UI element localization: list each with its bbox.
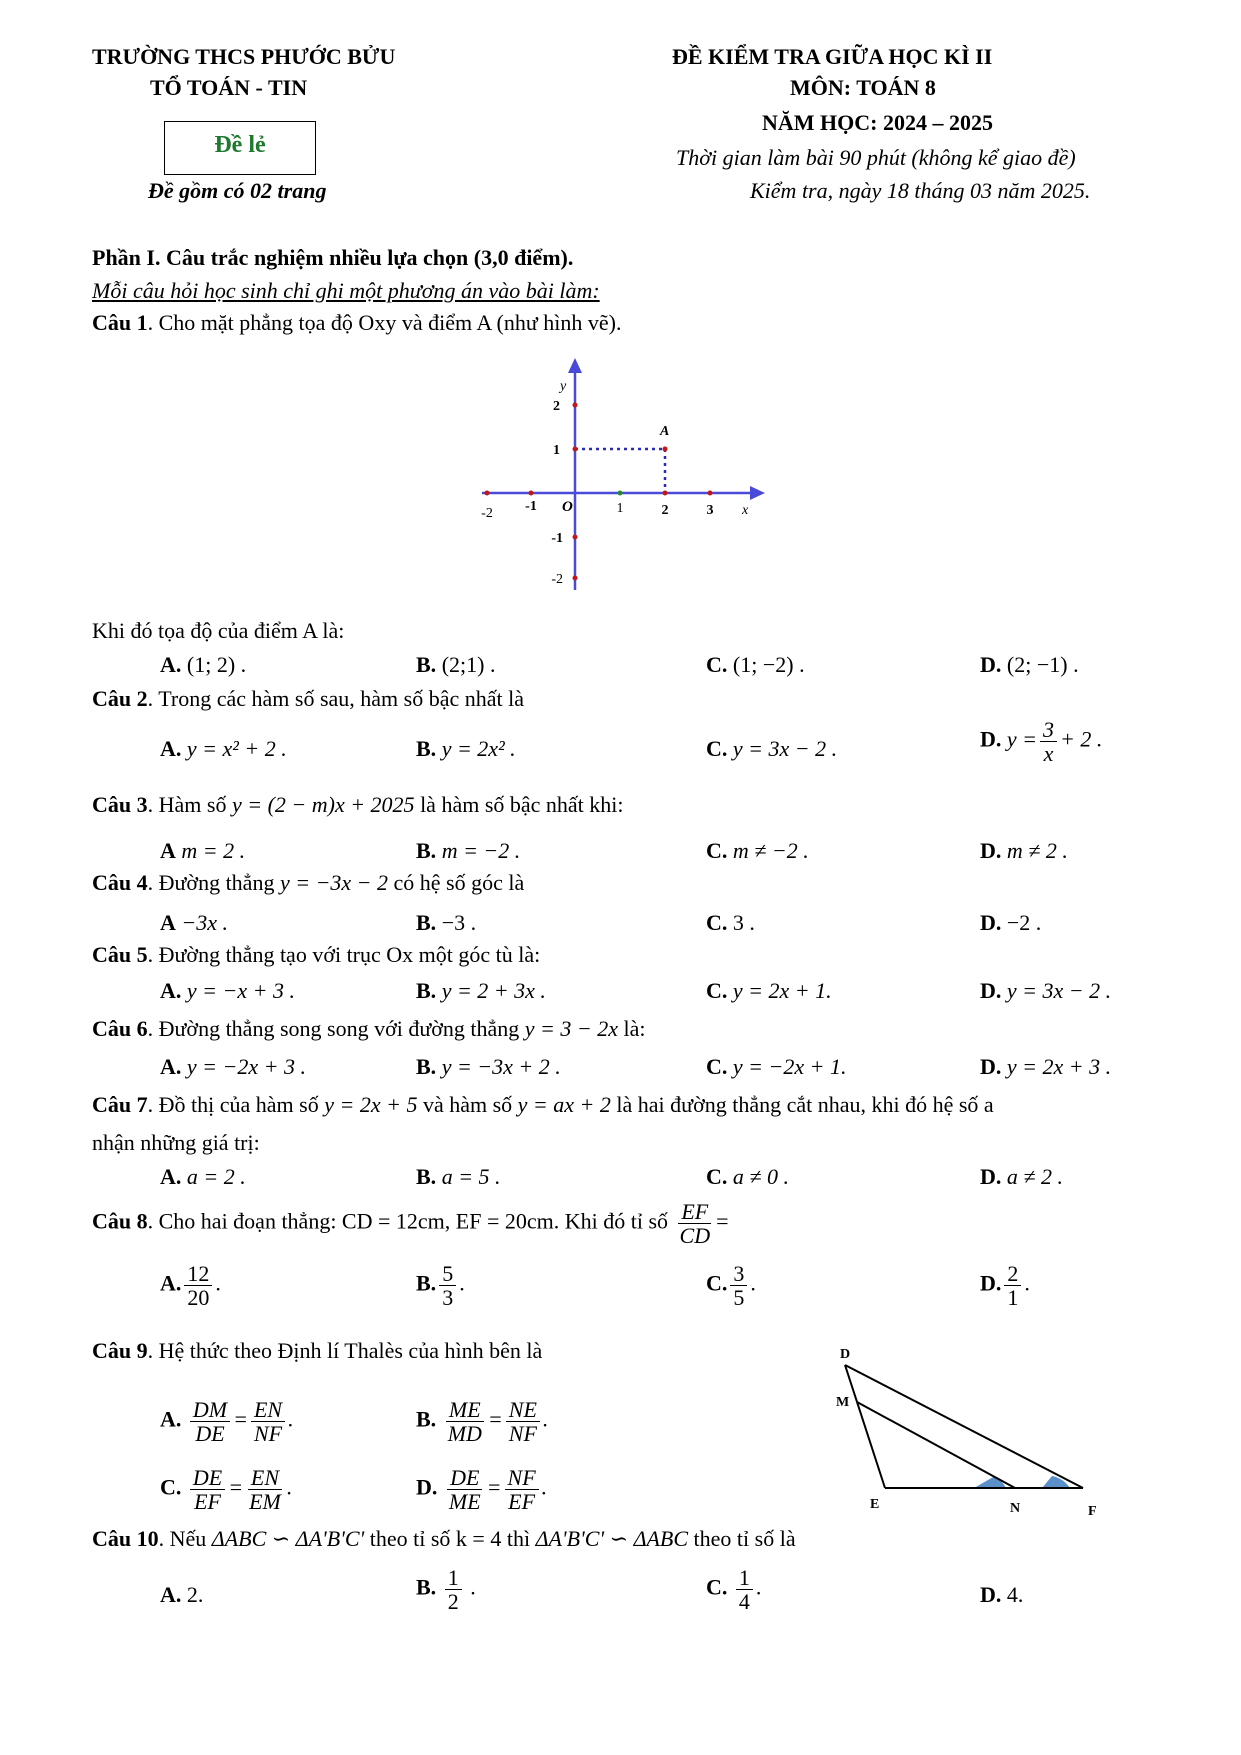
question-3: Câu 3. Hàm số y = (2 − m)x + 2025 là hàm số bậc nhất khi: — [92, 792, 624, 817]
q8-option-c[interactable]: C. $\frac{3}{5}$ . — [706, 1261, 756, 1311]
part1-instruction: Mỗi câu hỏi học sinh chỉ ghi một phương án vào bài làm: — [92, 278, 600, 303]
question-4: Câu 4. Đường thẳng y = −3x − 2 có hệ số góc là — [92, 870, 525, 895]
question-1-followup: Khi đó tọa độ của điểm A là: — [92, 618, 345, 643]
y-tick-label: -2 — [551, 572, 563, 587]
q1-option-a[interactable]: A. (1; 2) . — [160, 652, 247, 677]
q4-option-d[interactable]: D. −2 . — [980, 910, 1042, 935]
q2-option-c[interactable]: C. y = 3x − 2 . — [706, 736, 838, 761]
question-7: Câu 7. Đồ thị của hàm số y = 2x + 5 và hàm số y = ax + 2 là hai đường thẳng cắt nhau, khi đó hệ số a — [92, 1092, 994, 1117]
q5-option-b[interactable]: B. y = 2 + 3x . — [416, 978, 546, 1003]
q6-option-c[interactable]: C. y = −2x + 1. — [706, 1054, 847, 1079]
q8-option-a[interactable]: A. $\frac{12}{20}$ . — [160, 1261, 221, 1311]
question-1-label: Câu 1 — [92, 310, 148, 335]
q3-option-c[interactable]: C. m ≠ −2 . — [706, 838, 809, 863]
group-name: TỔ TOÁN - TIN — [150, 75, 308, 100]
side-df — [845, 1365, 1083, 1488]
angle-mark-f — [1042, 1476, 1070, 1488]
q7-option-b[interactable]: B. a = 5 . — [416, 1164, 501, 1189]
question-10: Câu 10. Nếu ΔABC ∽ ΔA'B'C' theo tỉ số k = 4 thì ΔA'B'C' ∽ ΔABC theo tỉ số là — [92, 1526, 796, 1551]
tick-dot — [573, 535, 578, 540]
y-tick-label: 1 — [553, 443, 560, 458]
x-tick-label: -2 — [481, 506, 493, 521]
q9-option-b[interactable]: B. $\frac{ME}{MD}$ = $\frac{NE}{NF}$ . — [416, 1397, 549, 1447]
x-tick-label: -1 — [525, 499, 537, 514]
question-1-text: . Cho mặt phẳng tọa độ Oxy và điểm A (như hình vẽ). — [147, 310, 622, 335]
q10-option-c[interactable]: C. $\frac{1}{4}$ . — [706, 1565, 762, 1615]
q1-option-b[interactable]: B. (2;1) . — [416, 652, 496, 677]
vertex-f-label: F — [1088, 1504, 1097, 1519]
question-6: Câu 6. Đường thẳng song song với đường thẳng y = 3 − 2x là: — [92, 1016, 646, 1041]
variant-box — [164, 121, 316, 175]
exam-year: NĂM HỌC: 2024 – 2025 — [762, 110, 993, 135]
q2-option-d[interactable]: D. y = $\frac{3}{x}$ + 2 . — [980, 717, 1103, 767]
x-tick-label: 2 — [661, 503, 669, 518]
question-8: Câu 8. Cho hai đoạn thẳng: CD = 12cm, EF = 20cm. Khi đó tỉ số $\frac{EF}{CD}$ = — [92, 1199, 729, 1249]
q7-option-d[interactable]: D. a ≠ 2 . — [980, 1164, 1063, 1189]
q5-option-a[interactable]: A. y = −x + 3 . — [160, 978, 295, 1003]
q9-option-a[interactable]: A. $\frac{DM}{DE}$ = $\frac{EN}{NF}$ . — [160, 1397, 294, 1447]
q6-option-b[interactable]: B. y = −3x + 2 . — [416, 1054, 561, 1079]
y-tick-label: 2 — [553, 399, 560, 414]
q2-option-a[interactable]: A. y = x² + 2 . — [160, 736, 287, 761]
q7-option-c[interactable]: C. a ≠ 0 . — [706, 1164, 789, 1189]
q6-option-d[interactable]: D. y = 2x + 3 . — [980, 1054, 1112, 1079]
vertex-e-label: E — [870, 1497, 880, 1512]
q1-option-c[interactable]: C. (1; −2) . — [706, 652, 805, 677]
q5-option-d[interactable]: D. y = 3x − 2 . — [980, 978, 1112, 1003]
q4-option-b[interactable]: B. −3 . — [416, 910, 477, 935]
q7-option-a[interactable]: A. a = 2 . — [160, 1164, 246, 1189]
q9-option-d[interactable]: D. $\frac{DE}{ME}$ = $\frac{NF}{EF}$ . — [416, 1465, 548, 1515]
question-2: Câu 2. Trong các hàm số sau, hàm số bậc nhất là — [92, 686, 524, 711]
coordinate-figure — [460, 350, 780, 600]
exam-subject: MÔN: TOÁN 8 — [790, 75, 936, 100]
tick-dot — [573, 576, 578, 581]
tick-dot — [485, 491, 490, 496]
exam-date: Kiểm tra, ngày 18 tháng 03 năm 2025. — [750, 178, 1091, 203]
vertex-d-label: D — [840, 1347, 851, 1362]
question-1 — [92, 310, 621, 336]
tick-dot — [618, 491, 623, 496]
y-axis-label: y — [560, 379, 567, 394]
q5-option-c[interactable]: C. y = 2x + 1. — [706, 978, 832, 1003]
exam-title: ĐỀ KIỂM TRA GIỮA HỌC KÌ II — [672, 44, 993, 69]
point-a-label: A — [660, 424, 670, 439]
exam-duration: Thời gian làm bài 90 phút (không kể giao đề) — [676, 145, 1076, 170]
q3-option-a[interactable]: A m = 2 . — [160, 838, 246, 863]
tick-dot — [573, 403, 578, 408]
point-a-dot — [663, 447, 668, 452]
q10-option-d[interactable]: D. 4. — [980, 1582, 1024, 1607]
origin-label: O — [562, 499, 573, 515]
x-axis-label: x — [742, 503, 749, 518]
y-axis-arrow — [568, 358, 582, 373]
tick-dot — [573, 447, 578, 452]
q8-option-d[interactable]: D. $\frac{2}{1}$ . — [980, 1261, 1030, 1311]
q3-option-b[interactable]: B. m = −2 . — [416, 838, 521, 863]
x-tick-label: 1 — [616, 501, 624, 516]
x-tick-label: 3 — [706, 503, 714, 518]
q10-option-a[interactable]: A. 2. — [160, 1582, 204, 1607]
q10-option-b[interactable]: B. $\frac{1}{2}$ . — [416, 1565, 476, 1615]
angle-mark-n — [974, 1476, 1006, 1488]
q4-option-c[interactable]: C. 3 . — [706, 910, 755, 935]
y-tick-label: -1 — [551, 531, 563, 546]
tick-dot — [708, 491, 713, 496]
question-9: Câu 9. Hệ thức theo Định lí Thalès của hình bên là — [92, 1338, 543, 1363]
question-5: Câu 5. Đường thẳng tạo với trục Ox một góc tù là: — [92, 942, 541, 967]
q9-option-c[interactable]: C. $\frac{DE}{EF}$ = $\frac{EN}{EM}$ . — [160, 1465, 293, 1515]
q1-option-d[interactable]: D. (2; −1) . — [980, 652, 1079, 677]
question-7-line2: nhận những giá trị: — [92, 1130, 260, 1155]
variant-label: Đề lẻ — [214, 132, 266, 158]
part1-title: Phần I. Câu trắc nghiệm nhiều lựa chọn (3,0 điểm). — [92, 245, 574, 270]
x-axis-arrow — [750, 486, 765, 500]
q6-option-a[interactable]: A. y = −2x + 3 . — [160, 1054, 306, 1079]
pages-note: Đề gồm có 02 trang — [148, 178, 327, 203]
vertex-m-label: M — [836, 1395, 850, 1410]
q4-option-a[interactable]: A −3x . — [160, 910, 229, 935]
q2-option-b[interactable]: B. y = 2x² . — [416, 736, 516, 761]
school-name: TRƯỜNG THCS PHƯỚC BỬU — [92, 44, 396, 69]
q3-option-d[interactable]: D. m ≠ 2 . — [980, 838, 1068, 863]
tick-dot — [529, 491, 534, 496]
thales-figure — [830, 1340, 1110, 1520]
vertex-n-label: N — [1010, 1501, 1021, 1516]
tick-dot — [663, 491, 668, 496]
q8-option-b[interactable]: B. $\frac{5}{3}$ . — [416, 1261, 465, 1311]
